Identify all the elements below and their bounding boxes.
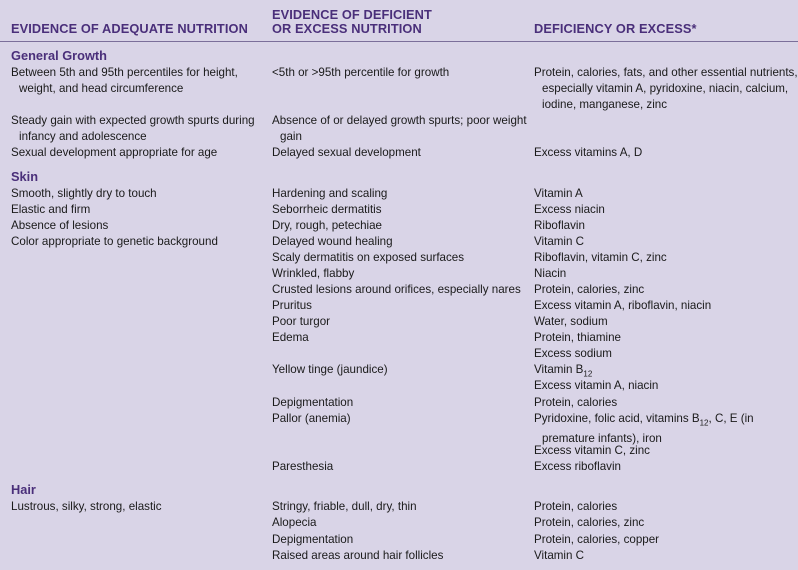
deficient-cell: Alopecia	[272, 516, 317, 529]
nutrient-cell: Excess vitamin A, riboflavin, niacin	[534, 299, 712, 312]
deficient-cell: Seborrheic dermatitis	[272, 203, 382, 216]
deficient-cell: Wrinkled, flabby	[272, 267, 355, 280]
deficient-cell: Delayed wound healing	[272, 235, 393, 248]
header-adequate-nutrition: EVIDENCE OF ADEQUATE NUTRITION	[11, 21, 248, 36]
deficient-cell: Crusted lesions around orifices, especially nares	[272, 283, 521, 296]
deficient-cell: Edema	[272, 331, 309, 344]
adequate-cell: Elastic and firm	[11, 203, 91, 216]
adequate-cell: Between 5th and 95th percentiles for height, weight, and head circumference	[11, 66, 238, 95]
nutrient-cell: Excess niacin	[534, 203, 605, 216]
adequate-cell: Smooth, slightly dry to touch	[11, 187, 157, 200]
adequate-cell: Sexual development appropriate for age	[11, 146, 218, 159]
deficient-cell: Yellow tinge (jaundice)	[272, 363, 388, 376]
deficient-cell: Delayed sexual development	[272, 146, 421, 159]
nutrient-cell: Vitamin $B_{12}$	[534, 363, 593, 379]
deficient-cell: Pallor (anemia)	[272, 412, 351, 425]
nutrient-cell: Protein, calories, fats, and other essential nutrients, especially vitamin A, pyridoxine, niacin, calcium, iodine, manganese, zinc	[534, 66, 798, 111]
nutrient-cell: Pyridoxine, folic acid, vitamins $B_{12}$, C, E (in premature infants), iron	[534, 412, 754, 446]
section-hair: Hair	[11, 482, 36, 497]
nutrient-cell: Protein, calories, zinc	[534, 283, 645, 296]
section-skin: Skin	[11, 169, 39, 184]
deficient-cell: Stringy, friable, dull, dry, thin	[272, 500, 417, 513]
nutrient-cell: Excess sodium	[534, 347, 612, 360]
nutrient-cell: Protein, thiamine	[534, 331, 621, 344]
nutrient-cell: Vitamin C	[534, 549, 585, 562]
section-general-growth: General Growth	[11, 48, 107, 63]
deficient-cell: Depigmentation	[272, 533, 354, 546]
nutrient-cell: Protein, calories, zinc	[534, 516, 645, 529]
nutrient-cell: Protein, calories, copper	[534, 533, 660, 546]
nutrient-cell: Vitamin C	[534, 235, 585, 248]
nutrient-cell: Excess vitamin A, niacin	[534, 379, 659, 392]
header-deficiency-or-excess: DEFICIENCY OR EXCESS*	[534, 21, 697, 36]
deficient-cell: Absence of or delayed growth spurts; poor weight gain	[272, 114, 527, 143]
header-col2-line1: EVIDENCE OF DEFICIENT	[272, 7, 432, 22]
nutrient-cell: Riboflavin, vitamin C, zinc	[534, 251, 667, 264]
nutrient-cell: Niacin	[534, 267, 567, 280]
adequate-cell: Absence of lesions	[11, 219, 109, 232]
table-header	[0, 0, 798, 42]
deficient-cell: Dry, rough, petechiae	[272, 219, 382, 232]
nutrient-cell: Excess vitamins A, D	[534, 146, 643, 159]
header-col2-line2: OR EXCESS NUTRITION	[272, 21, 422, 36]
nutrient-cell: Protein, calories	[534, 500, 618, 513]
deficient-cell: Hardening and scaling	[272, 187, 388, 200]
nutrient-cell: Excess vitamin C, zinc	[534, 444, 650, 457]
deficient-cell: Depigmentation	[272, 396, 354, 409]
adequate-cell: Steady gain with expected growth spurts during infancy and adolescence	[11, 114, 255, 143]
nutrient-cell: Excess riboflavin	[534, 460, 621, 473]
nutrient-cell: Protein, calories	[534, 396, 618, 409]
deficient-cell: Raised areas around hair follicles	[272, 549, 444, 562]
adequate-cell: Color appropriate to genetic background	[11, 235, 218, 248]
header-deficient-excess-nutrition	[272, 8, 432, 36]
deficient-cell: Scaly dermatitis on exposed surfaces	[272, 251, 465, 264]
deficient-cell: Pruritus	[272, 299, 312, 312]
nutrient-cell: Vitamin A	[534, 187, 583, 200]
deficient-cell: Poor turgor	[272, 315, 330, 328]
adequate-cell: Lustrous, silky, strong, elastic	[11, 500, 162, 513]
deficient-cell: Paresthesia	[272, 460, 334, 473]
nutrient-cell: Water, sodium	[534, 315, 608, 328]
deficient-cell: <5th or >95th percentile for growth	[272, 66, 450, 79]
nutrient-cell: Riboflavin	[534, 219, 585, 232]
